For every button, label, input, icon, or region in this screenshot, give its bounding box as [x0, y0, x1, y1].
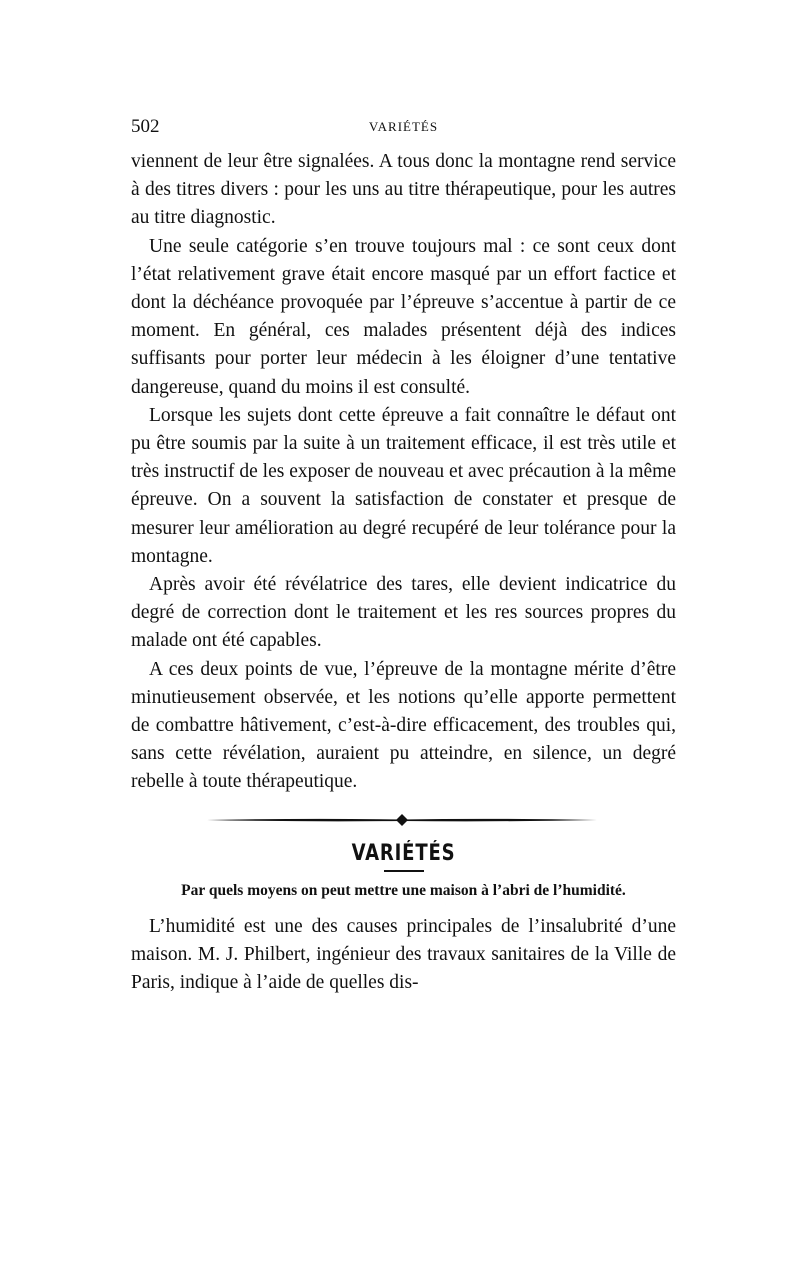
page: [131, 112, 676, 997]
ornament-divider-icon: [207, 807, 597, 833]
page-number: 502: [131, 116, 160, 137]
ornamental-rule: [131, 807, 676, 833]
running-head: [131, 112, 676, 142]
section-heading: VARIÉTÉS: [351, 840, 456, 866]
paragraph: Après avoir été révélatrice des tares, elle devient indicatrice du degré de correction dont le traitement et les res sources propres du malade ont été capables.: [131, 574, 676, 652]
paragraph: A ces deux points de vue, l’épreuve de la montagne mérite d’être minutieusement observée, et les notions qu’elle apporte permettent de combattre hâtivement, c’est-à-dire efficacement, des troubles qui, sans cette révélation, auraient pu atteindre, en silence, un degré rebelle à toute thérapeutique.: [131, 658, 676, 793]
article-paragraph: L’humidité est une des causes principales de l’insalubrité d’une maison. M. J. Philbert, ingénieur des travaux sanitaires de la Ville de Paris, indique à l’aide de quelles dis-: [131, 915, 676, 994]
article-title: Par quels moyens on peut mettre une maison à l’abri de l’humidité.: [181, 881, 626, 899]
heading-underline: [384, 870, 424, 872]
paragraph-continued: viennent de leur être signalées. A tous donc la montagne rend service à des titres divers : pour les uns au titre thérapeutique, pour les autres au titre diagnostic.: [131, 151, 676, 229]
paragraph: Une seule catégorie s’en trouve toujours mal : ce sont ceux dont l’état relativement grave était encore masqué par un effort factice et dont la déchéance provoquée par l’épreuve s’accentue à partir de ce moment. En général, ces malades présentent déjà des indices suffisants pour porter leur médecin à les éloigner d’une tentative dangereuse, quand du moins il est consulté.: [131, 235, 676, 398]
paragraph: Lorsque les sujets dont cette épreuve a fait connaître le défaut ont pu être soumis par la suite à un traitement efficace, il est très utile et très instructif de les exposer de nouveau et avec précaution à la même épreuve. On a souvent la satisfaction de constater et presque de mesurer leur amélioration au degré recupéré de leur tolérance pour la montagne.: [131, 404, 676, 567]
running-title: VARIÉTÉS: [368, 119, 439, 134]
